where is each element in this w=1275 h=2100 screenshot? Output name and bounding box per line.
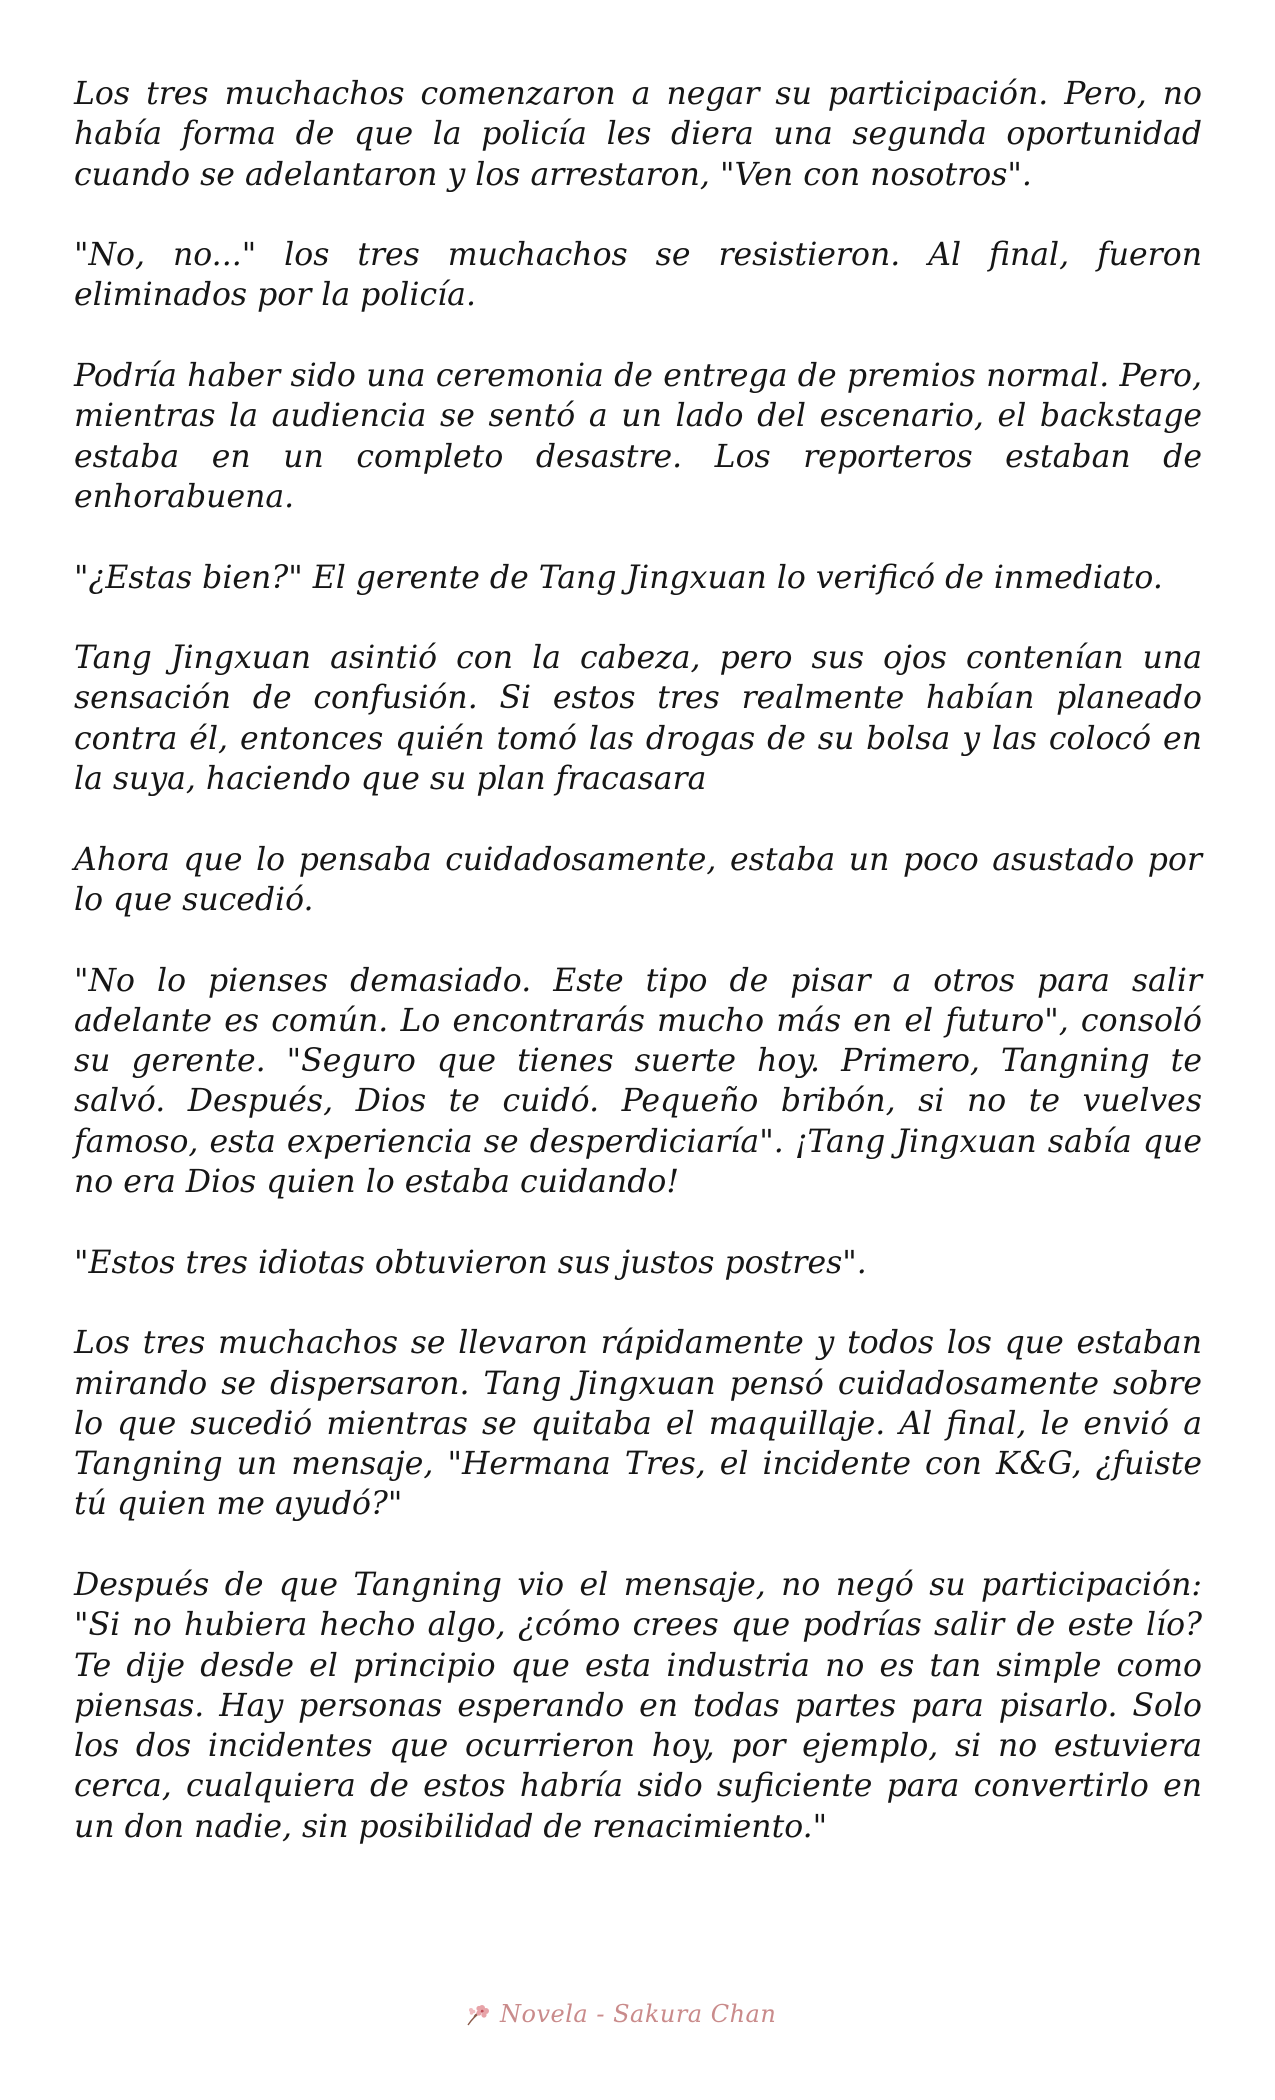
watermark-signature — [462, 1994, 776, 2034]
document-body — [74, 74, 1202, 1847]
paragraph: "No, no..." los tres muchachos se resistieron. Al final, fueron eliminados por la policía. — [74, 237, 1202, 314]
paragraph: Los tres muchachos se llevaron rápidamente y todos los que estaban mirando se dispersaron. Tang Jingxuan pensó cuidadosamente sobre lo que sucedió mientras se quitaba el maquillaje. Al final, le envió a Tangning un mensaje, "Hermana Tres, el incidente con K&G, ¿fuiste tú quien me ayudó?" — [74, 1325, 1202, 1523]
paragraph: "Estos tres idiotas obtuvieron sus justos postres". — [74, 1244, 867, 1281]
paragraph: Ahora que lo pensaba cuidadosamente, estaba un poco asustado por lo que sucedió. — [74, 841, 1202, 918]
paragraph: Después de que Tangning vio el mensaje, no negó su participación: "Si no hubiera hecho algo, ¿cómo crees que podrías salir de este lío? Te dije desde el principio que esta industria no es tan simple como piensas. Hay personas esperando en todas partes para pisarlo. Solo los dos incidentes que ocurrieron hoy, por ejemplo, si no estuviera cerca, cualquiera de estos habría sido suficiente para convertirlo en un don nadie, sin posibilidad de renacimiento." — [74, 1566, 1202, 1845]
paragraph: "No lo pienses demasiado. Este tipo de pisar a otros para salir adelante es común. Lo encontrarás mucho más en el futuro", consoló su gerente. "Seguro que tienes suerte hoy. Primero, Tangning te salvó. Después, Dios te cuidó. Pequeño bribón, si no te vuelves famoso, esta experiencia se desperdiciaría". ¡Tang Jingxuan sabía que no era Dios quien lo estaba cuidando! — [74, 962, 1202, 1201]
sakura-flower-icon — [462, 1999, 492, 2029]
paragraph: Podría haber sido una ceremonia de entrega de premios normal. Pero, mientras la audiencia se sentó a un lado del escenario, el backstage estaba en un completo desastre. Los reporteros estaban de enhorabuena. — [74, 358, 1202, 515]
paragraph: Los tres muchachos comenzaron a negar su participación. Pero, no había forma de que la policía les diera una segunda oportunidad cuando se adelantaron y los arrestaron, "Ven con nosotros". — [74, 76, 1202, 193]
paragraph: "¿Estas bien?" El gerente de Tang Jingxuan lo verificó de inmediato. — [74, 559, 1163, 596]
signature-text: Novela - Sakura Chan — [500, 2000, 777, 2028]
paragraph: Tang Jingxuan asintió con la cabeza, pero sus ojos contenían una sensación de confusión. Si estos tres realmente habían planeado contra él, entonces quién tomó las drogas de su bolsa y las colocó en la suya, haciendo que su plan fracasara — [74, 640, 1202, 798]
